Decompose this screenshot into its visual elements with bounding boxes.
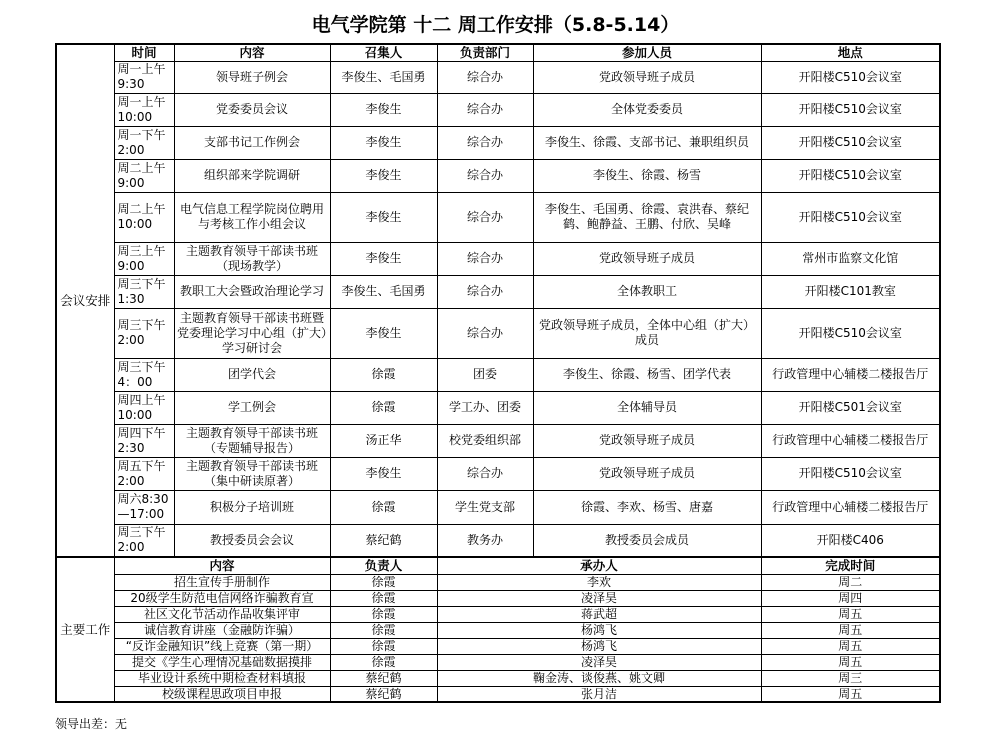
meeting-content: 主题教育领导干部读书班（现场教学） (174, 242, 330, 275)
meeting-time: 周六8:30 —17:00 (114, 490, 174, 524)
work-handler: 杨鸿飞 (437, 638, 761, 654)
work-header-owner: 负责人 (330, 557, 437, 574)
meeting-dept: 综合办 (437, 93, 533, 126)
meeting-row (56, 275, 940, 308)
meeting-convener: 汤正华 (330, 424, 437, 457)
work-handler: 凌泽昊 (437, 590, 761, 606)
meeting-time: 周三上午 9:00 (114, 242, 174, 275)
meeting-location: 行政管理中心辅楼二楼报告厅 (761, 358, 940, 391)
meeting-participants: 党政领导班子成员 (533, 457, 761, 490)
meeting-dept: 学生党支部 (437, 490, 533, 524)
meeting-participants: 李俊生、徐霞、杨雪、团学代表 (533, 358, 761, 391)
meeting-category: 会议安排 (56, 44, 114, 557)
meeting-content: 积极分子培训班 (174, 490, 330, 524)
meeting-dept: 教务办 (437, 524, 533, 557)
meeting-time: 周二上午 10:00 (114, 192, 174, 242)
meeting-location: 开阳楼C510会议室 (761, 192, 940, 242)
work-handler: 李欢 (437, 574, 761, 590)
meeting-location: 行政管理中心辅楼二楼报告厅 (761, 490, 940, 524)
meeting-row (56, 159, 940, 192)
meeting-row (56, 358, 940, 391)
meeting-convener: 徐霞 (330, 490, 437, 524)
work-owner: 蔡纪鹤 (330, 686, 437, 702)
work-content: 校级课程思政项目申报 (114, 686, 330, 702)
work-handler: 张月洁 (437, 686, 761, 702)
work-row (56, 590, 940, 606)
meeting-convener: 李俊生 (330, 159, 437, 192)
work-row (56, 686, 940, 702)
work-owner: 徐霞 (330, 638, 437, 654)
meeting-dept: 综合办 (437, 308, 533, 358)
meeting-time: 周四上午 10:00 (114, 391, 174, 424)
meeting-content: 党委委员会议 (174, 93, 330, 126)
meeting-row (56, 61, 940, 93)
work-content: “反诈金融知识”线上竞赛（第一期） (114, 638, 330, 654)
page-title: 电气学院第 十二 周工作安排（5.8-5.14） (311, 14, 680, 36)
work-owner: 徐霞 (330, 606, 437, 622)
meeting-convener: 李俊生 (330, 242, 437, 275)
meeting-row (56, 242, 940, 275)
work-category: 主要工作 (56, 557, 114, 702)
meeting-location: 开阳楼C101教室 (761, 275, 940, 308)
meeting-location: 开阳楼C406 (761, 524, 940, 557)
work-handler: 蒋武超 (437, 606, 761, 622)
meeting-location: 开阳楼C510会议室 (761, 61, 940, 93)
work-deadline: 周三 (761, 670, 940, 686)
meeting-dept: 综合办 (437, 457, 533, 490)
meeting-dept: 综合办 (437, 192, 533, 242)
meeting-time: 周五下午 2:00 (114, 457, 174, 490)
meeting-time: 周三下午 4：00 (114, 358, 174, 391)
work-deadline: 周五 (761, 686, 940, 702)
meeting-content: 主题教育领导干部读书班暨党委理论学习中心组（扩大）学习研讨会 (174, 308, 330, 358)
header-time: 时间 (114, 44, 174, 61)
meeting-location: 开阳楼C510会议室 (761, 126, 940, 159)
work-row (56, 670, 940, 686)
work-content: 20级学生防范电信网络诈骗教育宣 (114, 590, 330, 606)
work-header-row (56, 557, 940, 574)
meeting-location: 开阳楼C510会议室 (761, 457, 940, 490)
meeting-convener: 李俊生 (330, 126, 437, 159)
work-deadline: 周五 (761, 606, 940, 622)
work-owner: 徐霞 (330, 654, 437, 670)
header-participants: 参加人员 (533, 44, 761, 61)
meeting-dept: 团委 (437, 358, 533, 391)
work-row (56, 654, 940, 670)
meeting-row (56, 424, 940, 457)
meeting-content: 电气信息工程学院岗位聘用与考核工作小组会议 (174, 192, 330, 242)
meeting-convener: 李俊生 (330, 457, 437, 490)
meeting-content: 主题教育领导干部读书班（集中研读原著） (174, 457, 330, 490)
work-deadline: 周五 (761, 622, 940, 638)
meeting-participants: 李俊生、徐霞、支部书记、兼职组织员 (533, 126, 761, 159)
meeting-convener: 蔡纪鹤 (330, 524, 437, 557)
meeting-content: 教授委员会会议 (174, 524, 330, 557)
meeting-row (56, 192, 940, 242)
meeting-participants: 李俊生、毛国勇、徐霞、袁洪春、蔡纪鹤、鲍静益、王鹏、付欣、吴峰 (533, 192, 761, 242)
meeting-row (56, 457, 940, 490)
meeting-convener: 李俊生、毛国勇 (330, 275, 437, 308)
meeting-content: 支部书记工作例会 (174, 126, 330, 159)
meeting-location: 开阳楼C501会议室 (761, 391, 940, 424)
meeting-time: 周二上午 9:00 (114, 159, 174, 192)
work-owner: 徐霞 (330, 622, 437, 638)
work-header-content: 内容 (114, 557, 330, 574)
meeting-time: 周三下午 2:00 (114, 524, 174, 557)
meeting-convener: 李俊生 (330, 308, 437, 358)
meeting-convener: 李俊生 (330, 192, 437, 242)
meeting-dept: 学工办、团委 (437, 391, 533, 424)
work-handler: 凌泽昊 (437, 654, 761, 670)
header-dept: 负责部门 (437, 44, 533, 61)
meeting-dept: 综合办 (437, 242, 533, 275)
work-header-deadline: 完成时间 (761, 557, 940, 574)
schedule-table (55, 43, 941, 703)
work-handler: 杨鸿飞 (437, 622, 761, 638)
meeting-participants: 党政领导班子成员 (533, 242, 761, 275)
meeting-row (56, 524, 940, 557)
meeting-participants: 党政领导班子成员 (533, 61, 761, 93)
work-content: 社区文化节活动作品收集评审 (114, 606, 330, 622)
meeting-participants: 党政领导班子成员，全体中心组（扩大）成员 (533, 308, 761, 358)
meeting-content: 学工例会 (174, 391, 330, 424)
meeting-convener: 李俊生 (330, 93, 437, 126)
meeting-time: 周一上午 9:30 (114, 61, 174, 93)
work-row (56, 606, 940, 622)
meeting-location: 开阳楼C510会议室 (761, 159, 940, 192)
work-deadline: 周二 (761, 574, 940, 590)
work-content: 毕业设计系统中期检查材料填报 (114, 670, 330, 686)
meeting-row (56, 391, 940, 424)
header-content: 内容 (174, 44, 330, 61)
work-content: 提交《学生心理情况基础数据摸排 (114, 654, 330, 670)
meeting-time: 周一下午 2:00 (114, 126, 174, 159)
work-header-handler: 承办人 (437, 557, 761, 574)
meeting-participants: 全体教职工 (533, 275, 761, 308)
meeting-section (56, 44, 940, 557)
work-row (56, 622, 940, 638)
meeting-convener: 徐霞 (330, 358, 437, 391)
work-row (56, 638, 940, 654)
work-section (56, 557, 940, 702)
meeting-row (56, 93, 940, 126)
work-deadline: 周五 (761, 654, 940, 670)
meeting-dept: 综合办 (437, 275, 533, 308)
meeting-participants: 李俊生、徐霞、杨雪 (533, 159, 761, 192)
meeting-location: 常州市监察文化馆 (761, 242, 940, 275)
meeting-participants: 全体党委委员 (533, 93, 761, 126)
meeting-location: 开阳楼C510会议室 (761, 93, 940, 126)
header-location: 地点 (761, 44, 940, 61)
meeting-header-row (56, 44, 940, 61)
meeting-dept: 综合办 (437, 126, 533, 159)
meeting-content: 团学代会 (174, 358, 330, 391)
meeting-dept: 综合办 (437, 61, 533, 93)
work-row (56, 574, 940, 590)
work-owner: 蔡纪鹤 (330, 670, 437, 686)
meeting-participants: 党政领导班子成员 (533, 424, 761, 457)
meeting-row (56, 490, 940, 524)
meeting-dept: 校党委组织部 (437, 424, 533, 457)
meeting-time: 周四下午 2:30 (114, 424, 174, 457)
meeting-dept: 综合办 (437, 159, 533, 192)
meeting-row (56, 308, 940, 358)
work-content: 诚信教育讲座（金融防诈骗） (114, 622, 330, 638)
meeting-content: 领导班子例会 (174, 61, 330, 93)
meeting-time: 周一上午 10:00 (114, 93, 174, 126)
meeting-location: 行政管理中心辅楼二楼报告厅 (761, 424, 940, 457)
leader-travel-note: 领导出差：无 (55, 717, 128, 731)
meeting-time: 周三下午 2:00 (114, 308, 174, 358)
meeting-participants: 教授委员会成员 (533, 524, 761, 557)
work-owner: 徐霞 (330, 574, 437, 590)
meeting-time: 周三下午 1:30 (114, 275, 174, 308)
work-content: 招生宣传手册制作 (114, 574, 330, 590)
meeting-convener: 李俊生、毛国勇 (330, 61, 437, 93)
work-owner: 徐霞 (330, 590, 437, 606)
meeting-location: 开阳楼C510会议室 (761, 308, 940, 358)
header-convener: 召集人 (330, 44, 437, 61)
meeting-content: 组织部来学院调研 (174, 159, 330, 192)
meeting-convener: 徐霞 (330, 391, 437, 424)
work-deadline: 周五 (761, 638, 940, 654)
work-handler: 鞠金涛、谈俊燕、姚文卿 (437, 670, 761, 686)
meeting-participants: 全体辅导员 (533, 391, 761, 424)
meeting-participants: 徐霞、李欢、杨雪、唐嘉 (533, 490, 761, 524)
meeting-content: 教职工大会暨政治理论学习 (174, 275, 330, 308)
work-deadline: 周四 (761, 590, 940, 606)
meeting-content: 主题教育领导干部读书班（专题辅导报告） (174, 424, 330, 457)
meeting-row (56, 126, 940, 159)
